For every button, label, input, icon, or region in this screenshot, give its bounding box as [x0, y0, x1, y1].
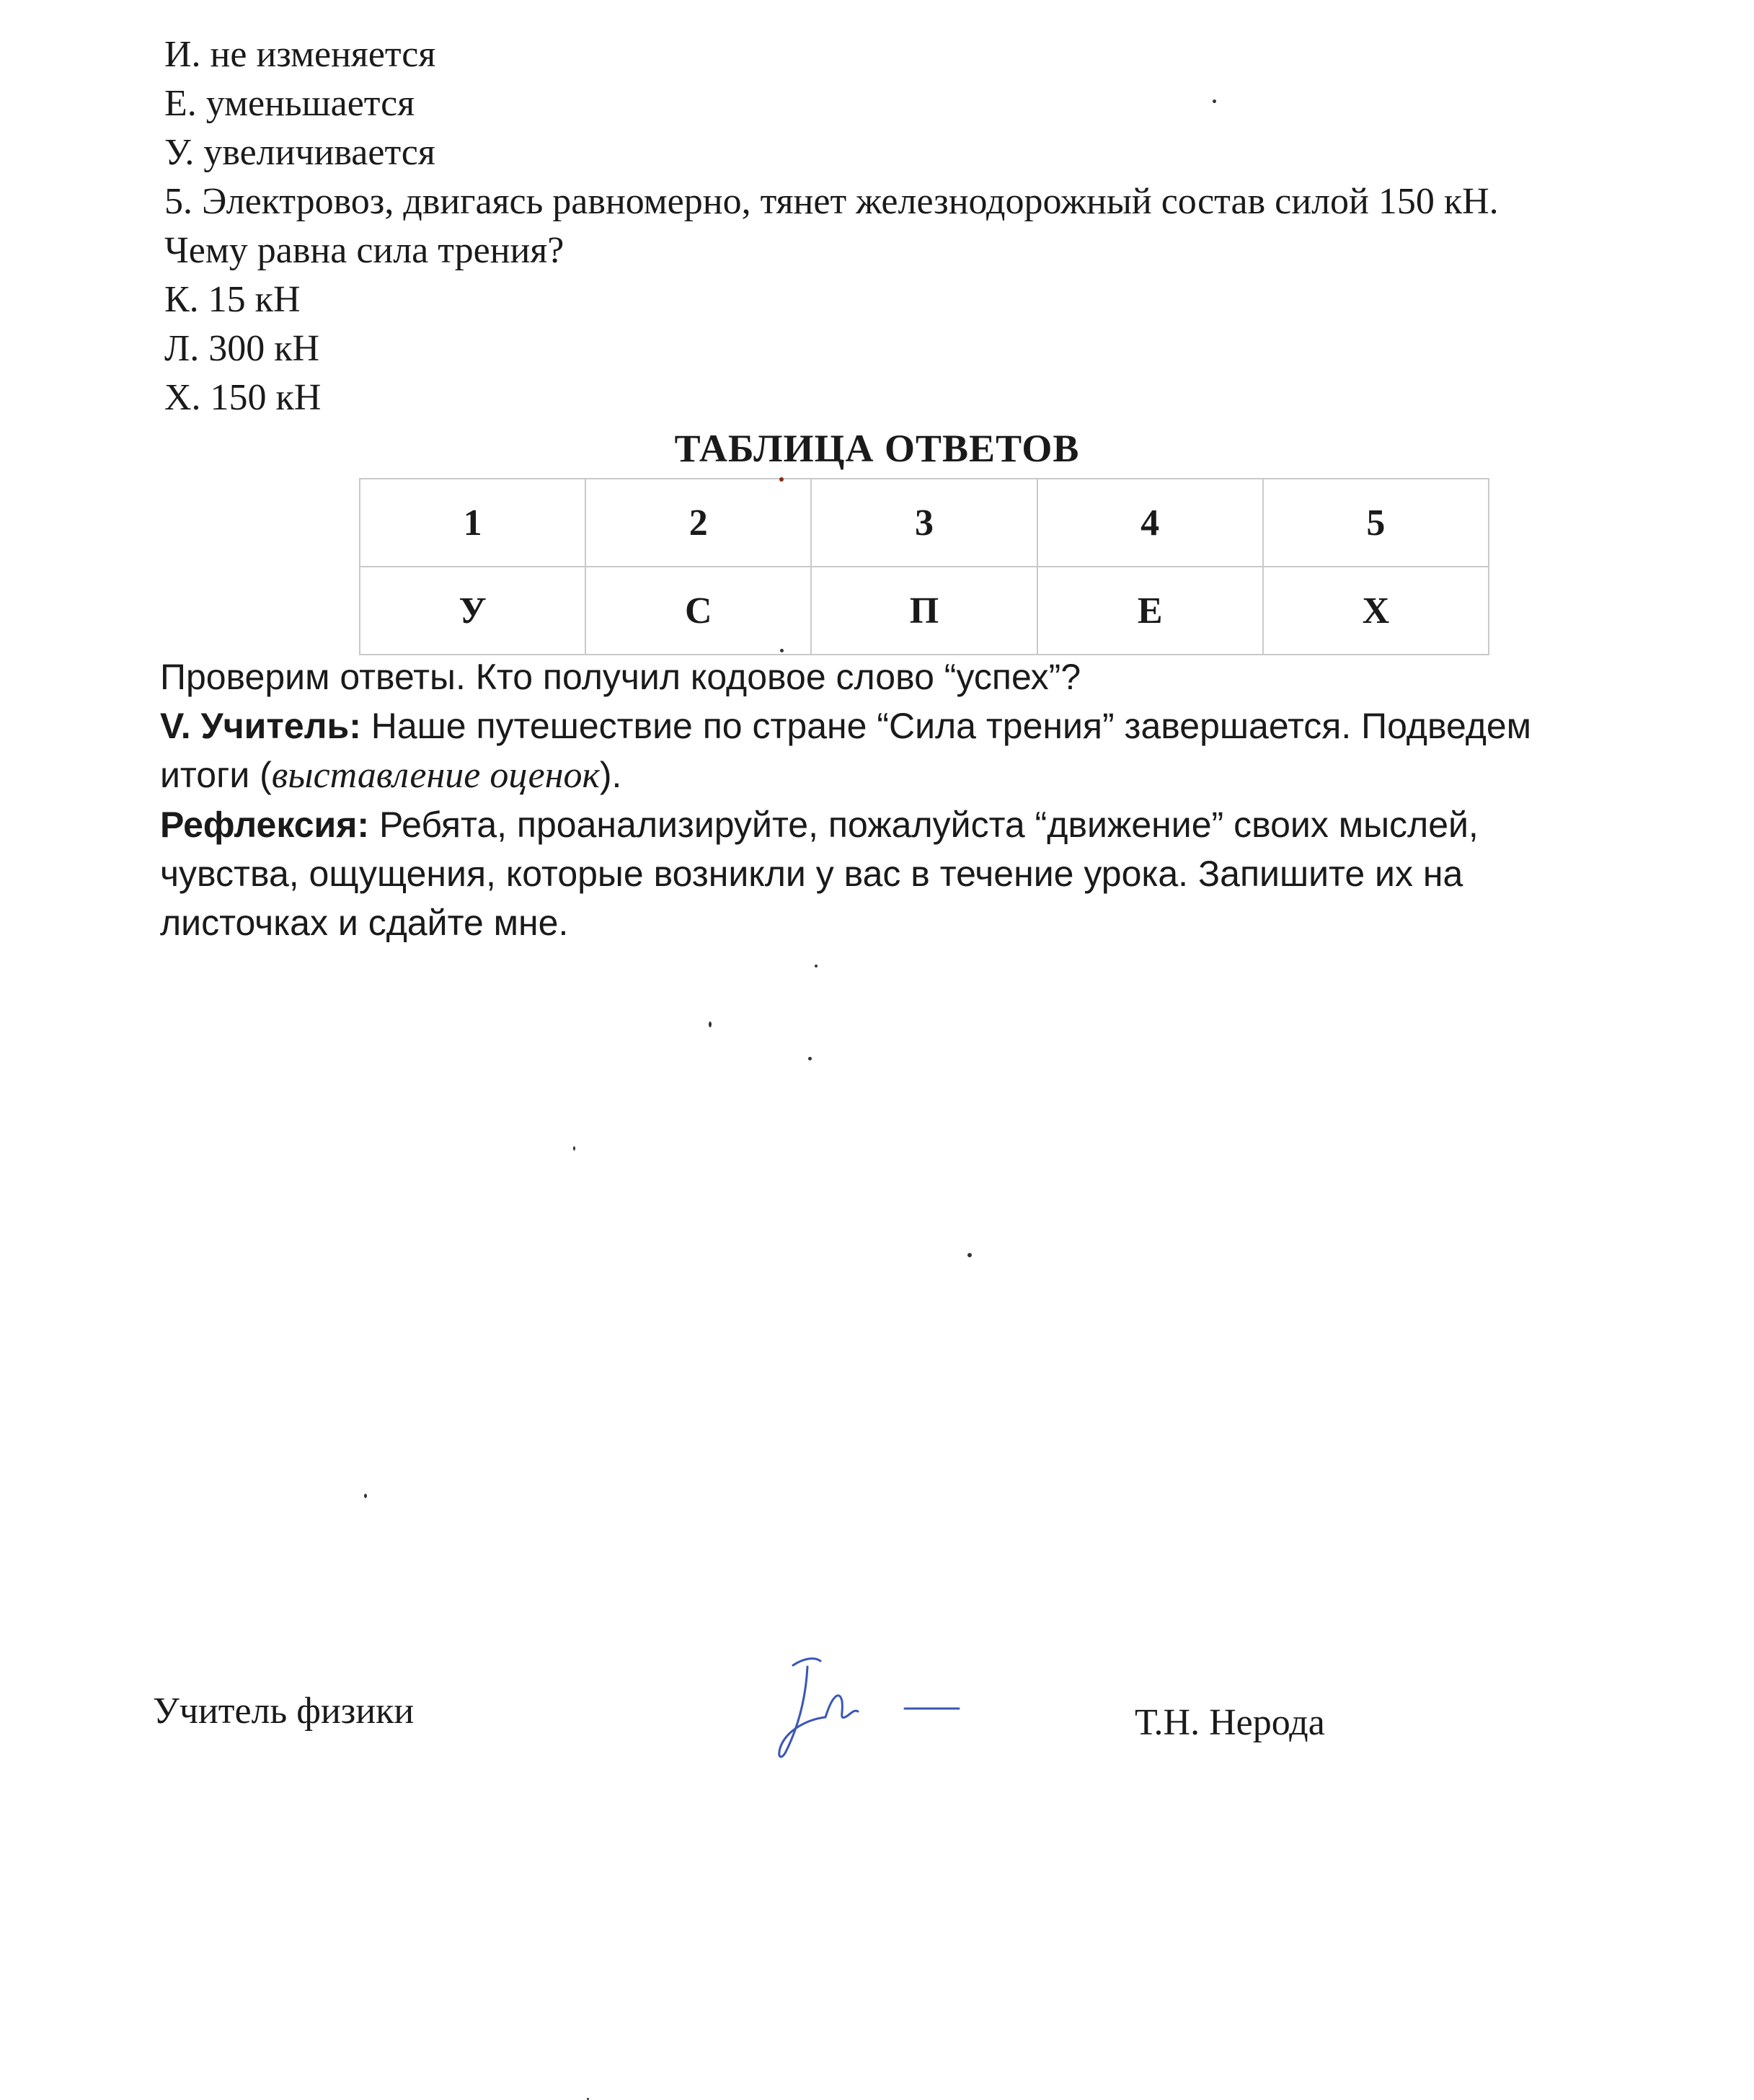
reflection-label: Рефлексия:	[160, 805, 370, 845]
teacher-text: ).	[599, 755, 622, 795]
teacher-paragraph	[160, 701, 1746, 750]
teacher-text-italic: выставление оценок	[271, 755, 600, 796]
signature-position: Учитель физики	[153, 1691, 415, 1732]
answers-table	[359, 478, 1489, 655]
option-line: Е. уменьшается	[164, 83, 415, 124]
question-5-text: Чему равна сила трения?	[164, 230, 564, 271]
teacher-paragraph-cont	[160, 750, 1746, 800]
option-line: К. 15 кН	[164, 279, 301, 320]
table-cell-number: 5	[1263, 479, 1489, 567]
table-cell-letter: П	[811, 567, 1037, 655]
signature-name: Т.Н. Нерода	[1135, 1702, 1325, 1743]
table-cell-number: 2	[585, 479, 811, 567]
teacher-text: итоги (	[160, 755, 272, 795]
reflection-text: Ребята, проанализируйте, пожалуйста “движение” своих мыслей,	[369, 805, 1479, 845]
table-cell-letter: С	[585, 567, 811, 655]
option-line: У. увеличивается	[164, 132, 435, 173]
table-cell-number: 1	[360, 479, 585, 567]
table-row-letters	[360, 567, 1489, 655]
scan-speck	[779, 477, 784, 482]
scan-speck	[709, 1022, 712, 1027]
teacher-text: Наше путешествие по стране “Сила трения” завершается. Подведем	[360, 706, 1532, 746]
handwritten-signature-icon	[764, 1651, 980, 1766]
scan-speck	[573, 1146, 575, 1151]
table-cell-letter: У	[360, 567, 585, 655]
scan-speck	[780, 649, 784, 652]
table-title: ТАБЛИЦА ОТВЕТОВ	[674, 427, 1080, 470]
scan-speck	[1213, 99, 1216, 103]
closing-block	[160, 652, 1746, 947]
option-line: И. не изменяется	[164, 34, 436, 75]
teacher-label: V. Учитель:	[160, 706, 361, 746]
reflection-text: листочках и сдайте мне.	[160, 903, 569, 943]
table-cell-letter: Е	[1037, 567, 1263, 655]
scan-speck	[364, 1494, 367, 1498]
scan-speck	[815, 965, 818, 967]
reflection-text: чувства, ощущения, которые возникли у вас в течение урока. Запишите их на	[160, 854, 1463, 894]
question-5-text: 5. Электровоз, двигаясь равномерно, тянет железнодорожный состав силой 150 кН.	[164, 181, 1499, 222]
scan-speck	[967, 1253, 972, 1257]
table-cell-number: 3	[811, 479, 1037, 567]
question-block	[164, 30, 1714, 422]
scan-speck	[808, 1057, 812, 1060]
table-cell-letter: Х	[1263, 567, 1489, 655]
option-line: Л. 300 кН	[164, 328, 320, 369]
option-line: Х. 150 кН	[164, 377, 322, 418]
check-text: Проверим ответы. Кто получил кодовое слово “успех”?	[160, 657, 1081, 697]
table-cell-number: 4	[1037, 479, 1263, 567]
table-row-numbers	[360, 479, 1489, 567]
reflection-paragraph	[160, 800, 1746, 849]
